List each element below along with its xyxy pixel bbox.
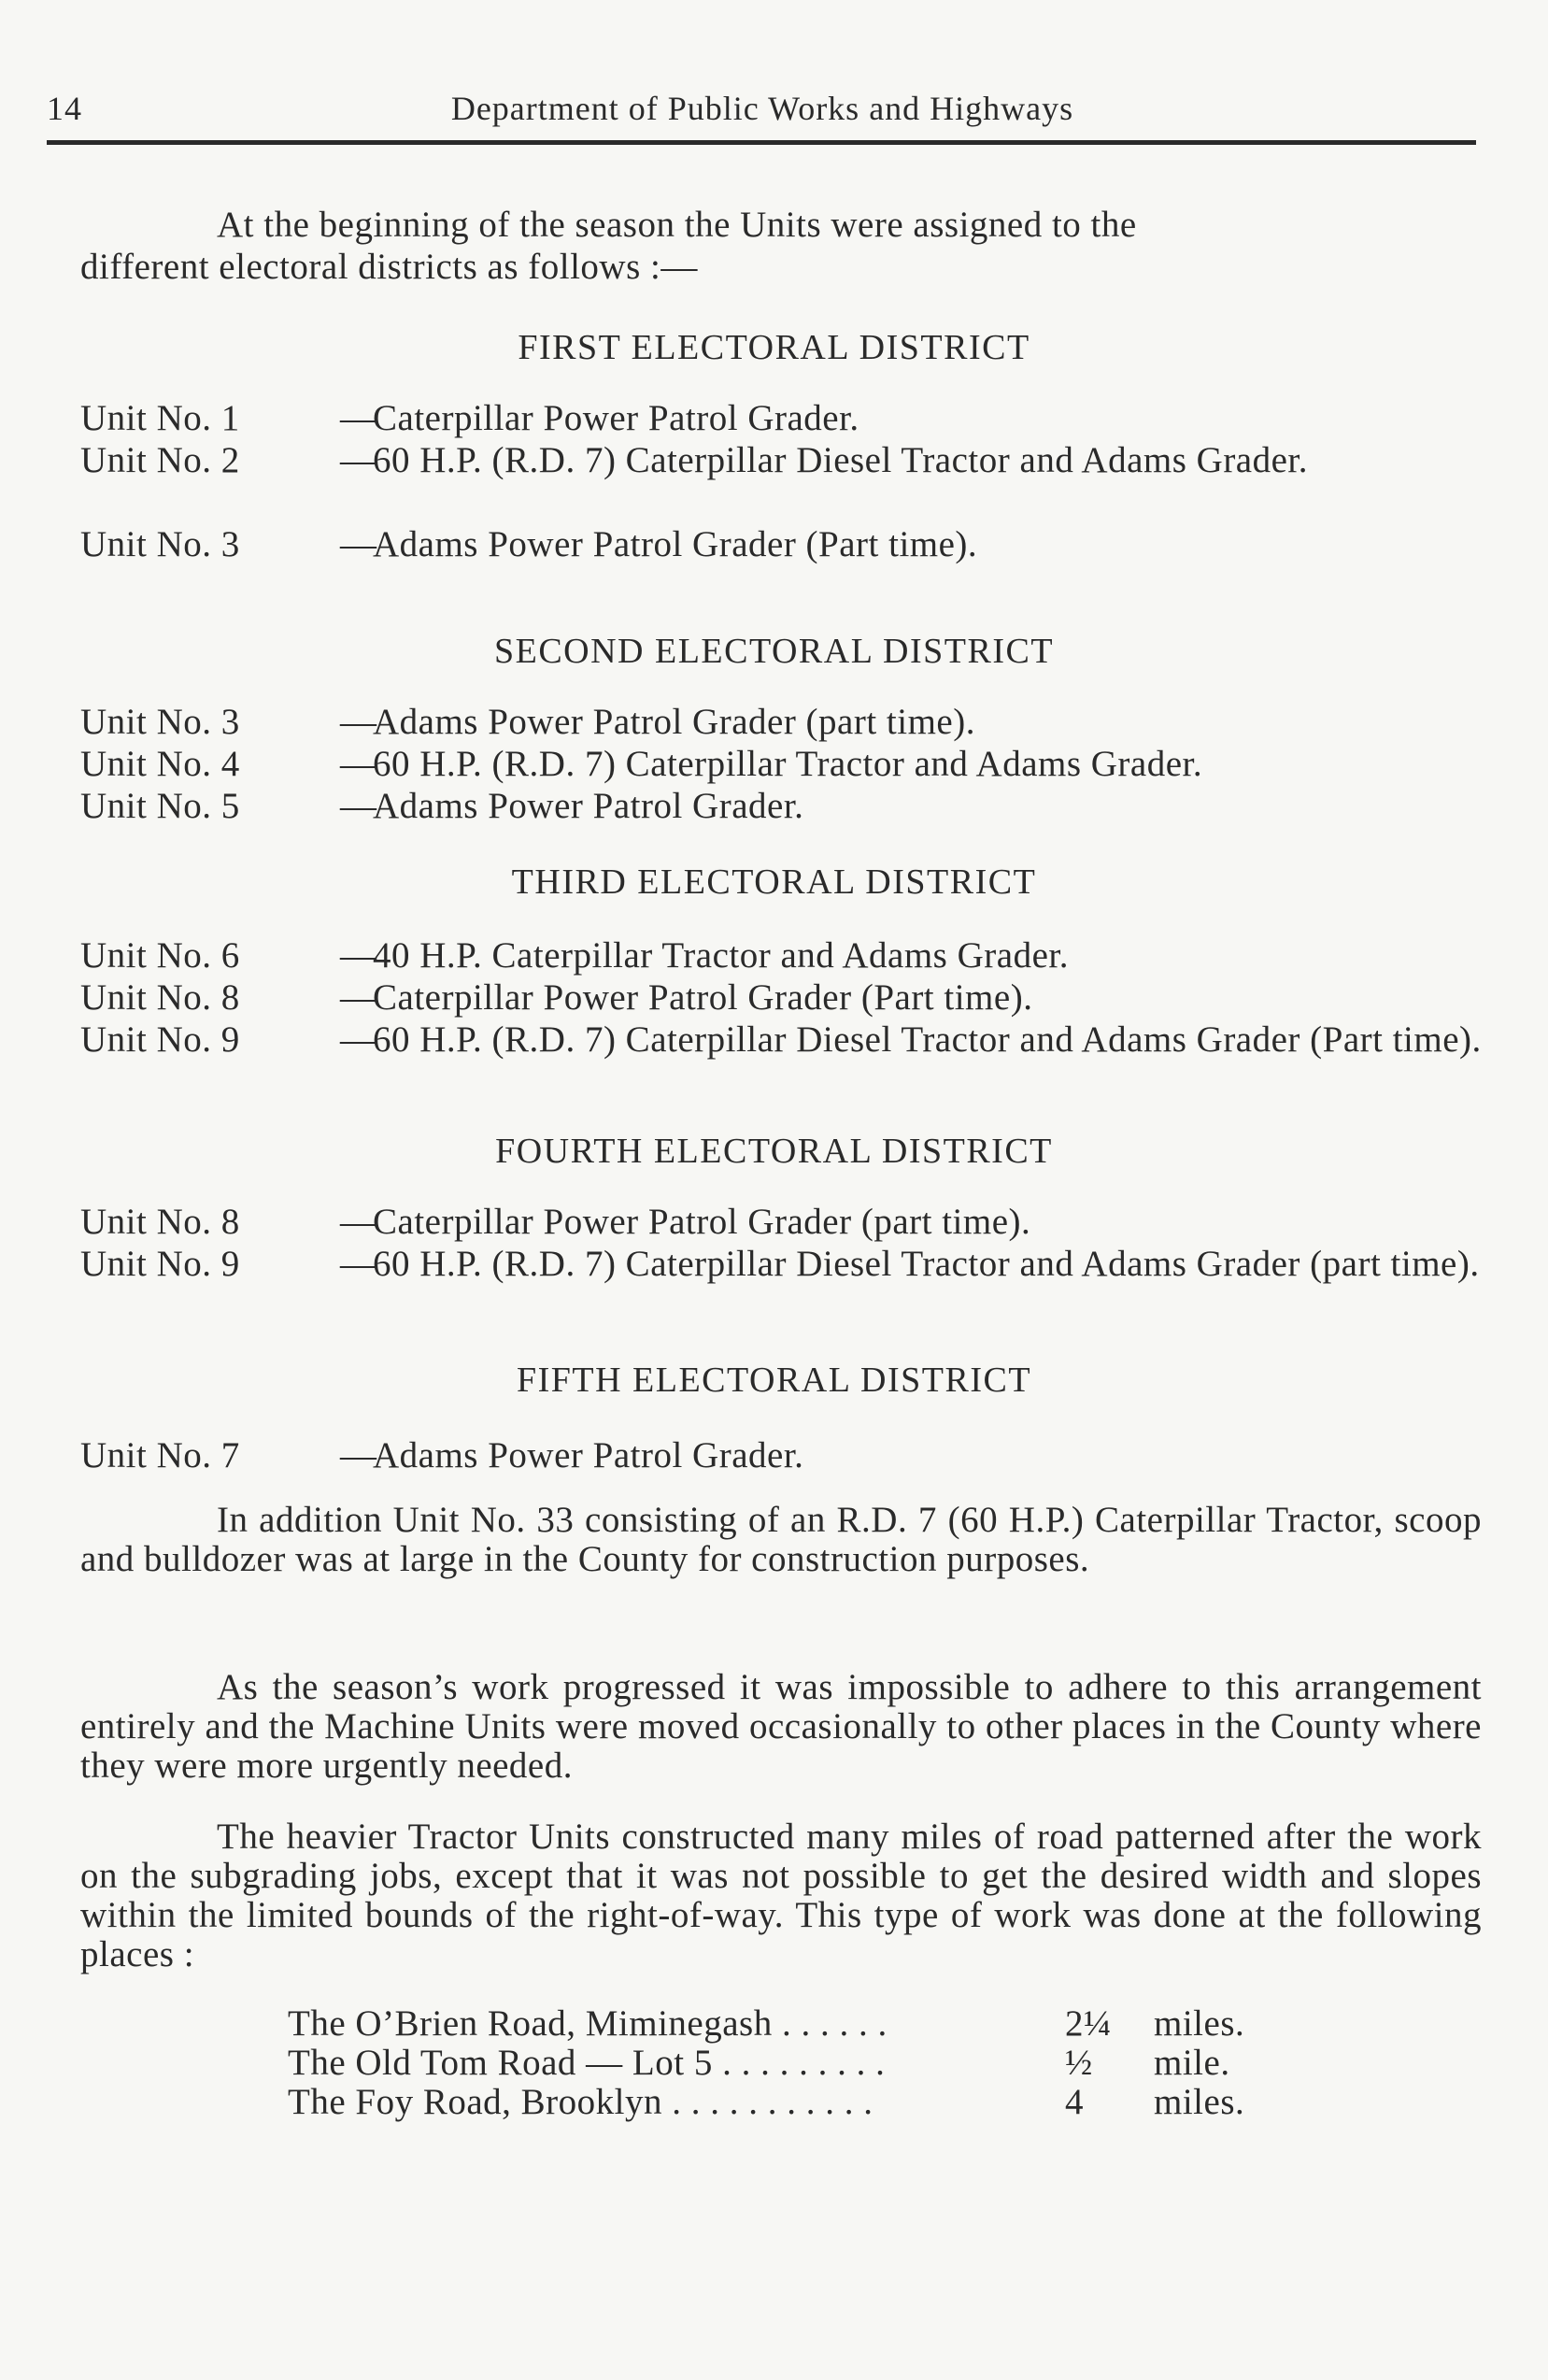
unit-description: Adams Power Patrol Grader (Part time). [373, 524, 978, 564]
unit-label: Unit No. 1 [80, 398, 240, 438]
unit-description: 60 H.P. (R.D. 7) Caterpillar Diesel Tractor and Adams Grader (part time). [373, 1244, 1480, 1284]
places-list [288, 2004, 1315, 2122]
place-distance: ½ [1065, 2043, 1093, 2083]
unit-label: Unit No. 7 [80, 1435, 240, 1475]
place-name: The Foy Road, Brooklyn . . . . . . . . . . . [288, 2082, 873, 2122]
em-dash: — [340, 440, 377, 480]
em-dash: — [340, 1019, 377, 1060]
unit-description: 60 H.P. (R.D. 7) Caterpillar Diesel Tractor and Adams Grader (Part time). [373, 1019, 1482, 1060]
intro-line-1: At the beginning of the season the Units were assigned to the [217, 205, 1137, 245]
header-rule [47, 140, 1476, 145]
unit-label: Unit No. 9 [80, 1019, 240, 1060]
unit-label: Unit No. 6 [80, 935, 240, 976]
unit-description: Caterpillar Power Patrol Grader. [373, 398, 859, 438]
em-dash: — [340, 524, 377, 564]
em-dash: — [340, 1202, 377, 1242]
unit-description: Caterpillar Power Patrol Grader (part time). [373, 1202, 1031, 1242]
em-dash: — [340, 977, 377, 1018]
place-name: The Old Tom Road — Lot 5 . . . . . . . . . [288, 2043, 886, 2083]
em-dash: — [340, 1435, 377, 1475]
unit-description: 60 H.P. (R.D. 7) Caterpillar Tractor and Adams Grader. [373, 744, 1203, 784]
em-dash: — [340, 786, 377, 826]
unit-label: Unit No. 3 [80, 524, 240, 564]
district-heading-first: FIRST ELECTORAL DISTRICT [518, 328, 1030, 367]
list-item [288, 2044, 1315, 2083]
place-name: The O’Brien Road, Miminegash . . . . . . [288, 2003, 888, 2044]
em-dash: — [340, 744, 377, 784]
intro-paragraph [80, 204, 1482, 288]
unit-label: Unit No. 5 [80, 786, 240, 826]
unit-description: Adams Power Patrol Grader (part time). [373, 702, 975, 742]
list-item [288, 2083, 1315, 2122]
page-number: 14 [47, 90, 82, 127]
unit-label: Unit No. 4 [80, 744, 240, 784]
place-distance: 2¼ [1065, 2003, 1112, 2044]
district-heading-third: THIRD ELECTORAL DISTRICT [511, 862, 1037, 902]
em-dash: — [340, 935, 377, 976]
place-unit: miles. [1154, 2003, 1245, 2044]
intro-line-2: different electoral districts as follows :— [80, 247, 698, 287]
unit-label: Unit No. 2 [80, 440, 240, 480]
district-heading-fourth: FOURTH ELECTORAL DISTRICT [495, 1132, 1053, 1171]
list-item [288, 2004, 1315, 2044]
unit-label: Unit No. 8 [80, 977, 240, 1018]
unit-description: Adams Power Patrol Grader. [373, 786, 804, 826]
em-dash: — [340, 1244, 377, 1284]
place-unit: mile. [1154, 2043, 1230, 2083]
paragraph-unit-33: In addition Unit No. 33 consisting of an R.D. 7 (60 H.P.) Caterpillar Tractor, scoop and bulldozer was at large in the County for construction purposes. [80, 1500, 1482, 1579]
unit-description: 60 H.P. (R.D. 7) Caterpillar Diesel Tractor and Adams Grader. [373, 440, 1309, 480]
unit-label: Unit No. 9 [80, 1244, 240, 1284]
running-title: Department of Public Works and Highways [450, 90, 1074, 127]
district-heading-fifth: FIFTH ELECTORAL DISTRICT [516, 1361, 1032, 1400]
paragraph-season-work: As the season’s work progressed it was impossible to adhere to this arrangement entirely and the Machine Units were moved occasionally to other places in the County where they were more urgently needed. [80, 1667, 1482, 1786]
em-dash: — [340, 702, 377, 742]
em-dash: — [340, 398, 377, 438]
unit-description: Caterpillar Power Patrol Grader (Part time). [373, 977, 1033, 1018]
unit-description: Adams Power Patrol Grader. [373, 1435, 804, 1475]
district-heading-second: SECOND ELECTORAL DISTRICT [493, 632, 1055, 671]
place-unit: miles. [1154, 2082, 1245, 2122]
paragraph-tractor-units: The heavier Tractor Units constructed many miles of road patterned after the work on the subgrading jobs, except that it was not possible to get the desired width and slopes within the limited bounds of the right-of-way. This type of work was done at the following places : [80, 1817, 1482, 1974]
unit-label: Unit No. 8 [80, 1202, 240, 1242]
place-distance: 4 [1065, 2082, 1084, 2122]
unit-description: 40 H.P. Caterpillar Tractor and Adams Grader. [373, 935, 1069, 976]
unit-label: Unit No. 3 [80, 702, 240, 742]
page-header [47, 89, 1478, 132]
